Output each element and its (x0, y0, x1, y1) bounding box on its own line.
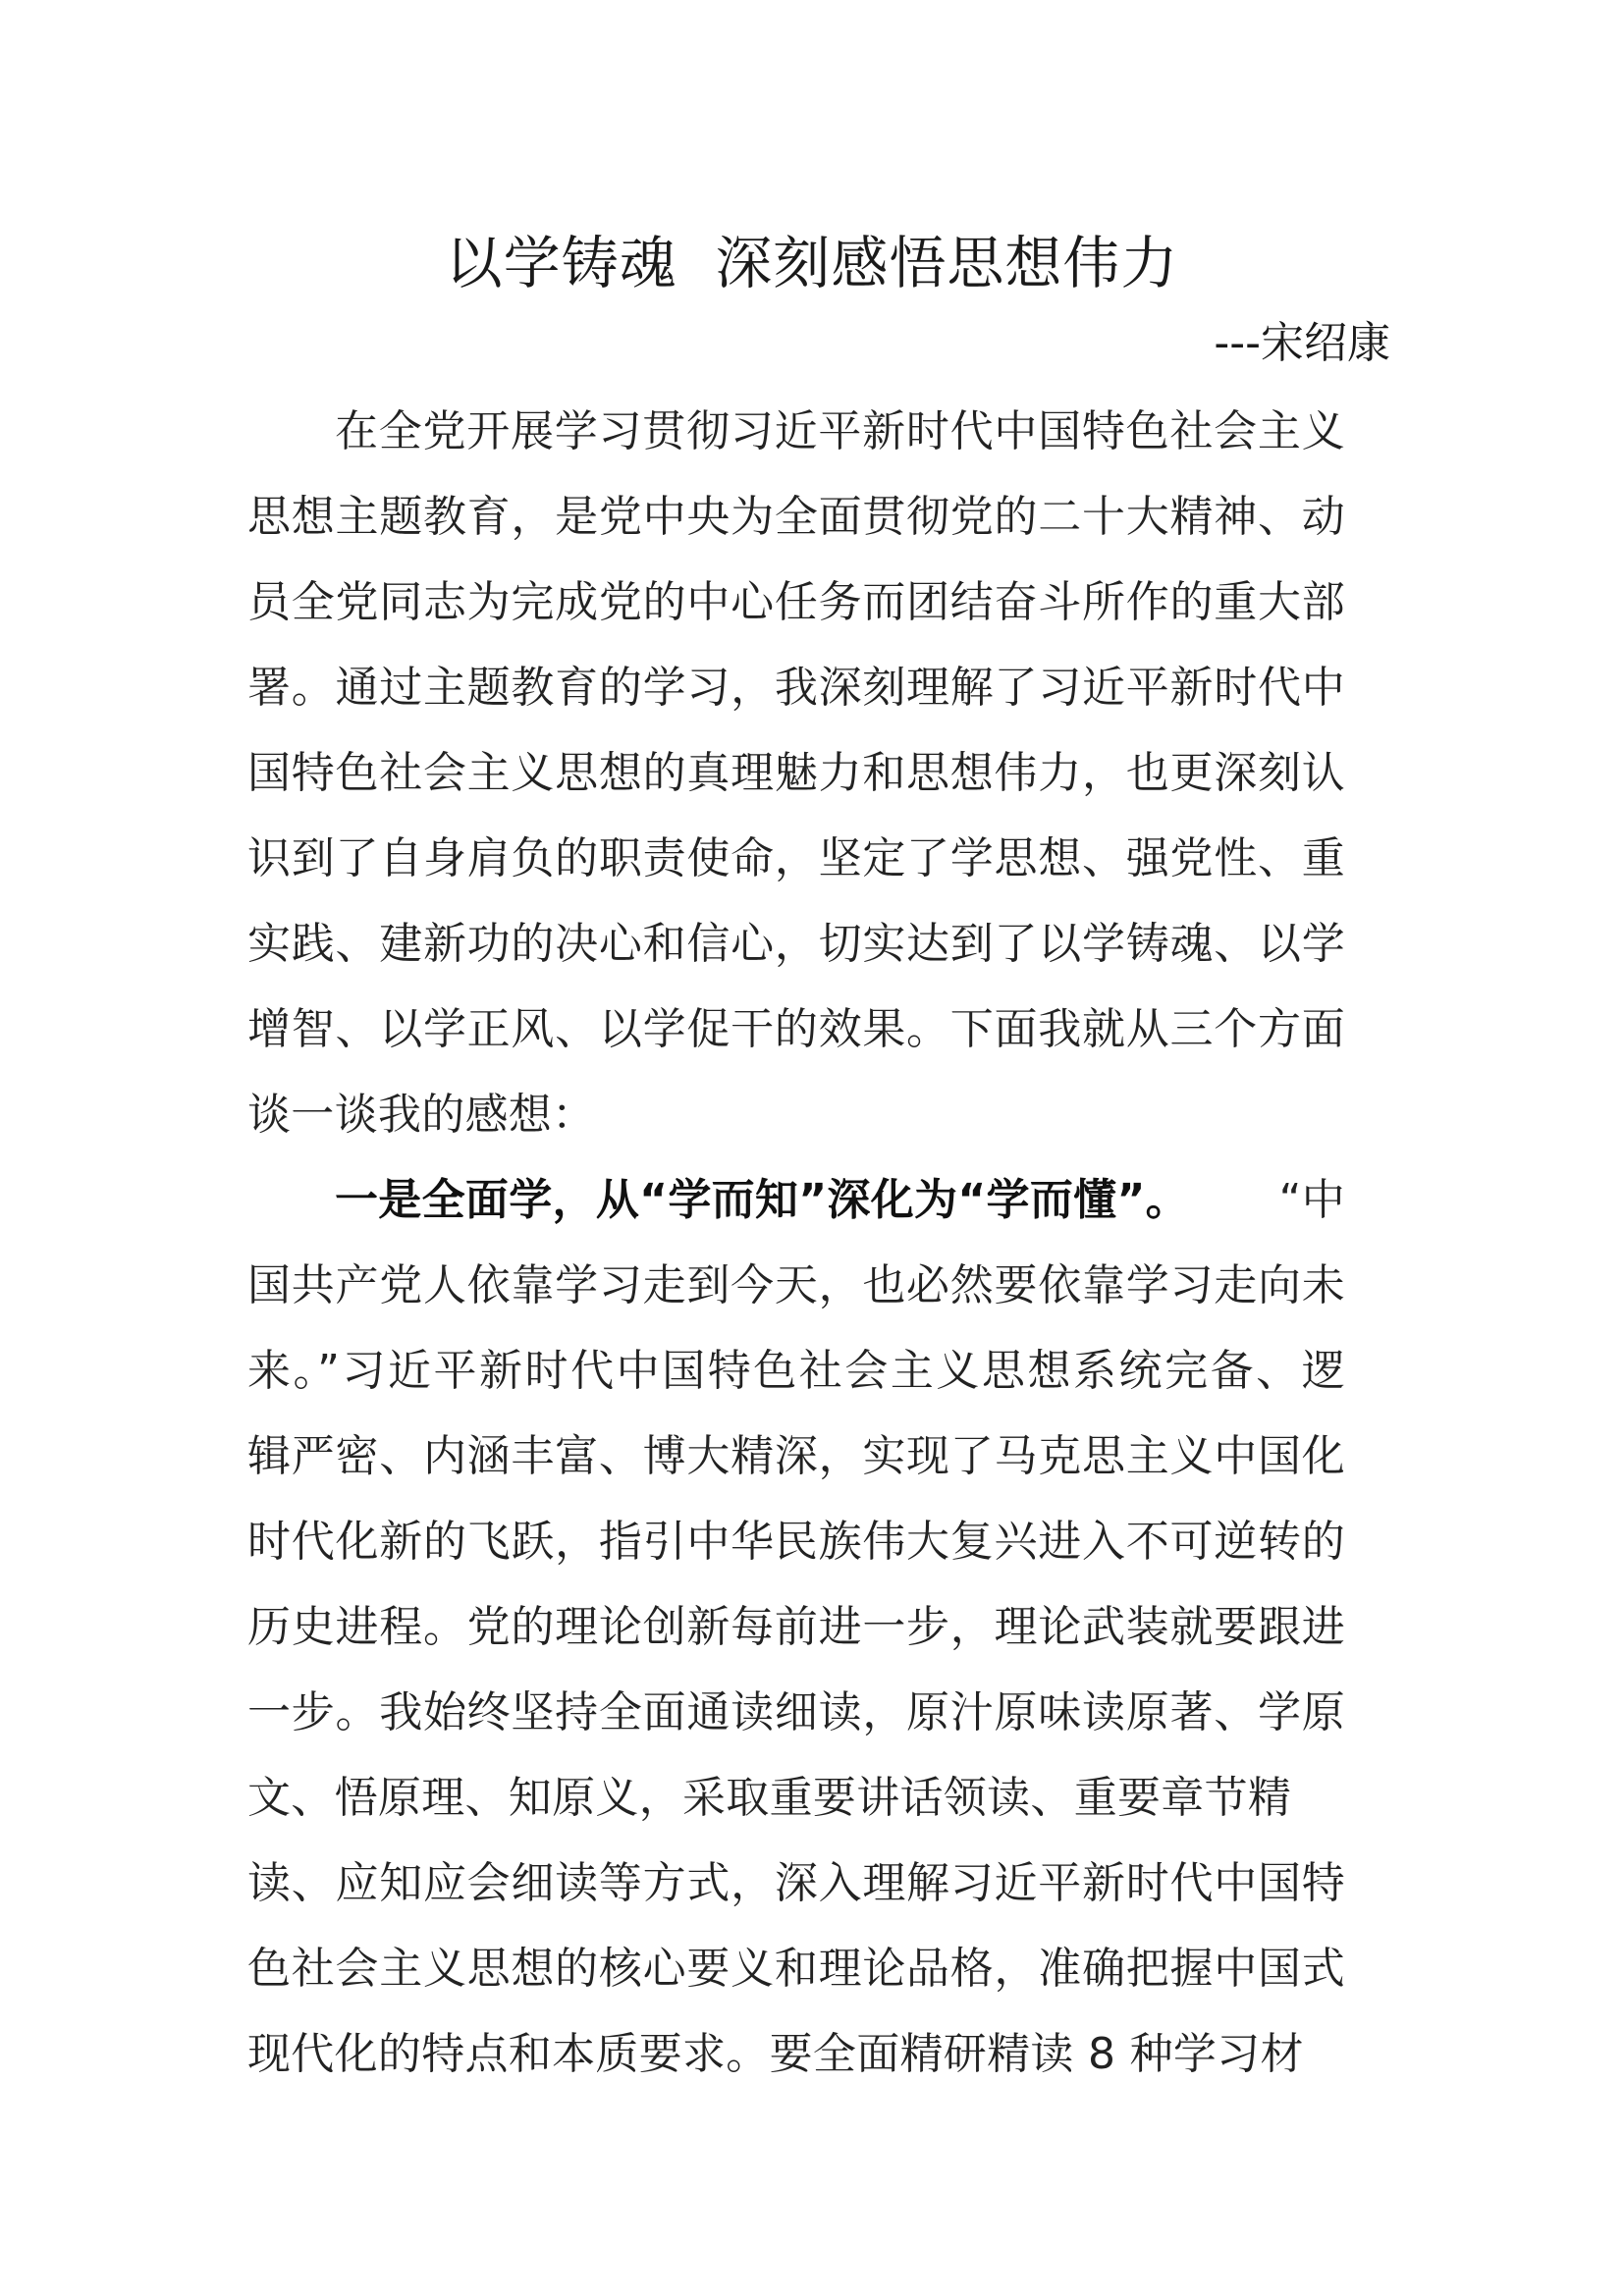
section-heading-line (247, 1157, 1345, 1243)
text-line: 谈一谈我的感想： (247, 1090, 596, 1140)
text-line: 现代化的特点和本质要求。要全面精研精读 8 种学习材 (247, 2029, 1304, 2079)
text-line: 国特色社会主义思想的真理魅力和思想伟力，也更深刻认 (247, 748, 1345, 798)
text-fragment: “中 (1278, 1175, 1345, 1225)
section-heading: 一是全面学，从“学而知”深化为“学而懂”。 (335, 1175, 1189, 1225)
text-line: 员全党同志为完成党的中心任务而团结奋斗所作的重大部 (247, 577, 1345, 627)
document-author: ---宋绍康 (1214, 318, 1390, 368)
text-line: 文、悟原理、知原义，采取重要讲话领读、重要章节精 (247, 1773, 1292, 1823)
text-line: 历史进程。党的理论创新每前进一步，理论武装就要跟进 (247, 1602, 1345, 1652)
text-line: 国共产党人依靠学习走到今天，也必然要依靠学习走向未 (247, 1260, 1345, 1310)
paragraph-section-one (247, 1157, 1345, 2097)
text-line: 一步。我始终坚持全面通读细读，原汁原味读原著、学原 (247, 1687, 1345, 1737)
document-body (247, 389, 1345, 2097)
text-line: 色社会主义思想的核心要义和理论品格，准确把握中国式 (247, 1944, 1345, 1994)
text-line: 署。通过主题教育的学习，我深刻理解了习近平新时代中 (247, 663, 1345, 713)
text-line: 实践、建新功的决心和信心，切实达到了以学铸魂、以学 (247, 919, 1345, 969)
paragraph-intro (247, 389, 1345, 1157)
document-title: 以学铸魂 深刻感悟思想伟力 (445, 230, 1179, 296)
text-line: 思想主题教育，是党中央为全面贯彻党的二十大精神、动 (247, 492, 1345, 542)
text-line: 增智、以学正风、以学促干的效果。下面我就从三个方面 (247, 1004, 1345, 1054)
text-line: 时代化新的飞跃，指引中华民族伟大复兴进入不可逆转的 (247, 1517, 1345, 1567)
text-line: 辑严密、内涵丰富、博大精深，实现了马克思主义中国化 (247, 1431, 1345, 1481)
text-line: 识到了自身肩负的职责使命，坚定了学思想、强党性、重 (247, 833, 1345, 883)
text-line: 在全党开展学习贯彻习近平新时代中国特色社会主义 (335, 406, 1345, 456)
text-line: 来。”习近平新时代中国特色社会主义思想系统完备、逻 (247, 1346, 1345, 1396)
text-line: 读、应知应会细读等方式，深入理解习近平新时代中国特 (247, 1858, 1345, 1908)
